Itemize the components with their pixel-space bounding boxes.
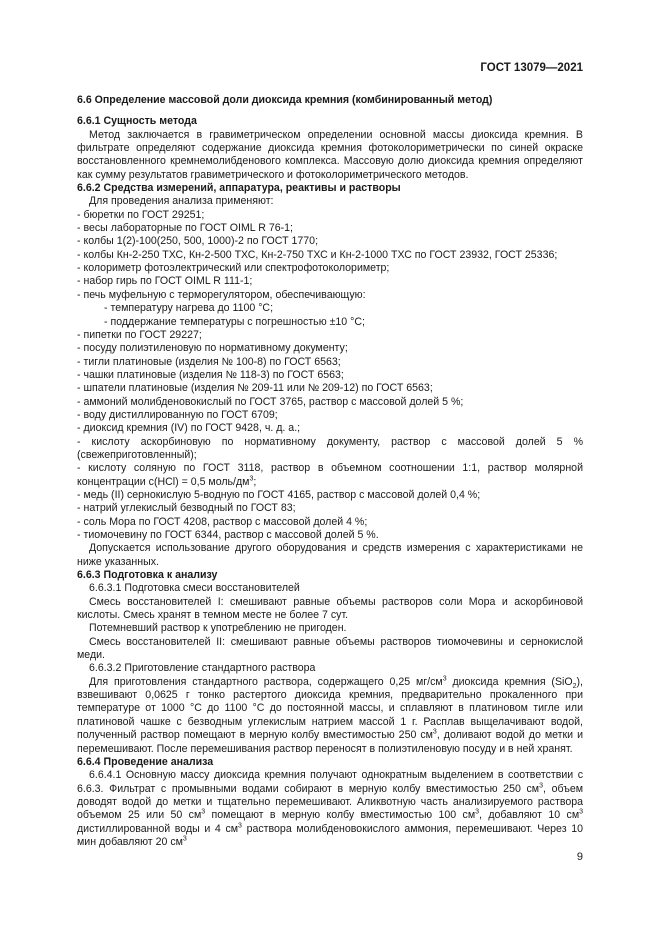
analysis-text-c: помещают в мерную колбу вместимостью 100 см — [205, 809, 476, 822]
darkened-note: Потемневший раствор к употреблению не пригоден. — [89, 622, 347, 635]
analysis-paragraph — [77, 769, 583, 849]
document-header-standard: ГОСТ 13079—2021 — [480, 62, 583, 74]
equipment-item: - кислоту аскорбиновую по нормативному документу, раствор с массовой долей 5 % (свежеприготовленный); — [77, 435, 583, 461]
equipment-item: - аммоний молибденовокислый по ГОСТ 3765, раствор с массовой долей 5 %; — [77, 395, 464, 408]
equipment-item: - тиомочевину по ГОСТ 6344, раствор с массовой долей 5 %. — [77, 529, 379, 541]
equipment-item: - натрий углекислый безводный по ГОСТ 83; — [77, 502, 296, 515]
analysis-text-f: раствора молибденовокислого аммония, перемешивают. Через 10 мин добавляют 20 см — [77, 822, 583, 848]
standard-solution-paragraph — [77, 676, 583, 756]
std-sup: 3 — [442, 675, 447, 683]
document-body — [77, 94, 583, 849]
section-title: 6.6 Определение массовой доли диоксида кремния (комбинированный метод) — [77, 94, 493, 106]
clause-title-reducers: 6.6.3.1 Подготовка смеси восстановителей — [89, 582, 300, 595]
equipment-item: - тигли платиновые (изделия № 100-8) по ГОСТ 6563; — [77, 355, 341, 368]
analysis-text-b: , объем доводят водой до метки и тщательно перемешивают. Аликвотную часть анализируемого раствора объемом 25 или 50 см — [77, 782, 583, 822]
page-number: 9 — [576, 851, 583, 863]
equipment-item: - медь (II) сернокислую 5-водную по ГОСТ 4165, раствор с массовой долей 0,4 %; — [77, 488, 481, 501]
equipment-item: - весы лабораторные по ГОСТ OIML R 76-1; — [77, 222, 293, 235]
equipment-item: - чашки платиновые (изделия № 118-3) по ГОСТ 6563; — [77, 368, 344, 381]
equipment-intro: Для проведения анализа применяют: — [89, 195, 274, 208]
analysis-sup-2: 3 — [201, 808, 206, 816]
subsection-title-essence: 6.6.1 Сущность метода — [77, 115, 197, 128]
analysis-text-a: 6.6.4.1 Основную массу диоксида кремния получают однократным выделением в соответствии с 6.6.3. Фильтрат с промывными водами собирают в мерную колбу вместимостью 250 см — [77, 769, 583, 795]
equipment-item: - колбы 1(2)-100(250, 500, 1000)-2 по ГОСТ 1770; — [77, 235, 319, 248]
subsection-title-equipment: 6.6.2 Средства измерений, аппаратура, реактивы и растворы — [77, 182, 401, 195]
subsection-title-analysis: 6.6.4 Проведение анализа — [77, 755, 214, 768]
equipment-item: - набор гирь по ГОСТ OIML R 111-1; — [77, 275, 253, 288]
analysis-sup-6: 3 — [182, 835, 187, 843]
equipment-item: - печь муфельную с терморегулятором, обеспечивающую: — [77, 288, 366, 301]
hcl-sup: 3 — [249, 475, 254, 483]
equipment-item: - пипетки по ГОСТ 29227; — [77, 328, 202, 341]
analysis-text-e: дистиллированной воды и 4 см — [77, 822, 239, 835]
std-text-b: диоксида кремния (SiO — [446, 675, 573, 688]
furnace-subitem: - температуру нагрева до 1100 °С; — [104, 302, 274, 315]
subsection-title-preparation: 6.6.3 Подготовка к анализу — [77, 569, 218, 582]
analysis-sup-4: 3 — [579, 808, 584, 816]
analysis-sup-1: 3 — [539, 782, 543, 789]
equipment-item: - диоксид кремния (IV) по ГОСТ 9428, ч. д. а.; — [77, 422, 301, 435]
analysis-sup-3: 3 — [475, 808, 480, 816]
equipment-item: - посуду полиэтиленовую по нормативному документу; — [77, 342, 348, 355]
furnace-subitem: - поддержание температуры с погрешностью ±10 °С; — [104, 315, 365, 328]
equipment-item: - соль Мора по ГОСТ 4208, раствор с массовой долей 4 %; — [77, 515, 368, 528]
std-text-a: Для приготовления стандартного раствора, содержащего 0,25 мг/см — [89, 675, 443, 688]
clause-title-standard-solution: 6.6.3.2 Приготовление стандартного раствора — [89, 662, 316, 675]
std-sub: 2 — [572, 682, 577, 690]
analysis-text-d: , добавляют 10 см — [479, 809, 580, 822]
equipment-item: - воду дистиллированную по ГОСТ 6709; — [77, 408, 278, 421]
allowed-paragraph: Допускается использование другого оборудования и средств измерения с характеристиками не ниже указанных. — [77, 542, 583, 568]
reducer-mix-1: Смесь восстановителей I: смешивают равные объемы растворов соли Мора и аскорбиновой кислоты. Смесь хранят в темном месте не более 7 сут. — [77, 595, 583, 622]
analysis-sup-5: 3 — [238, 822, 242, 830]
hcl-end: ; — [253, 475, 257, 488]
std-text-d: , доливают водой до метки и перемешивают. После перемешивания раствор переносят в полиэтиленовую посуду и в ней хранят. — [77, 729, 583, 755]
reducer-mix-2: Смесь восстановителей II: смешивают равные объемы растворов тиомочевины и сернокислой меди. — [77, 635, 583, 662]
equipment-item: - колориметр фотоэлектрический или спектрофотоколориметр; — [77, 262, 390, 275]
hcl-text: - кислоту соляную по ГОСТ 3118, раствор в объемном соотношении 1:1, раствор молярной концентрации с(HCl) = 0,5 моль/дм — [77, 462, 583, 488]
equipment-item: - шпатели платиновые (изделия № 209-11 или № 209-12) по ГОСТ 6563; — [77, 382, 433, 395]
equipment-item: - бюретки по ГОСТ 29251; — [77, 208, 205, 221]
std-sup-2: 3 — [432, 728, 437, 736]
equipment-item: - колбы Кн-2-250 ТХС, Кн-2-500 ТХС, Кн-2-750 ТХС и Кн-2-1000 ТХС по ГОСТ 23932, ГОСТ 25336; — [77, 248, 558, 261]
method-essence-paragraph: Метод заключается в гравиметрическом определении основной массы диоксида кремния. В фильтрате определяют содержание диоксида кремния фотоколориметрически по синей окраске восстановленного кремнемолибденового комплекса. Массовую долю диоксида кремния определяют как сумму результатов гравиметрического и фотоколориметрического методов. — [77, 128, 583, 181]
equipment-item-hcl — [77, 462, 583, 489]
std-text-c: ), взвешивают 0,0625 г тонко растертого диоксида кремния, предварительно прокаленного при температуре от 1000 °С до 1100 °С до постоянной массы, и сплавляют в платиновом тигле или платиновой чашке с безводным углекислым натрием массой 1 г. Расплав выщелачивают водой, полученный раствор помещают в мерную колбу вместимостью 250 см — [77, 675, 583, 742]
